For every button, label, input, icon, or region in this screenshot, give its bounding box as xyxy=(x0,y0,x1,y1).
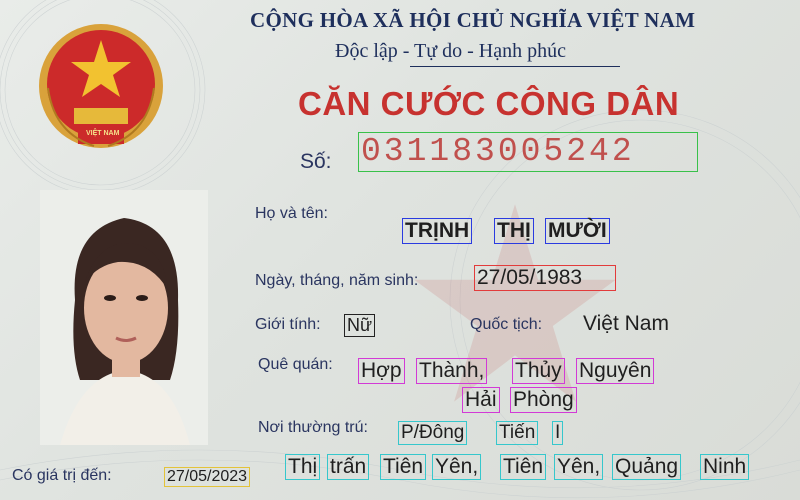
nationality-value: Việt Nam xyxy=(583,312,669,335)
residence-word: trấn xyxy=(327,454,369,480)
dob-label: Ngày, tháng, năm sinh: xyxy=(255,272,419,289)
nation-heading: CỘNG HÒA XÃ HỘI CHỦ NGHĨA VIỆT NAM xyxy=(250,8,696,32)
sex-label: Giới tính: xyxy=(255,316,321,333)
residence-word: I xyxy=(552,421,563,445)
dob-value: 27/05/1983 xyxy=(474,265,616,291)
hometown-word: Hải xyxy=(462,387,500,413)
portrait-photo xyxy=(40,190,208,445)
expiry-value: 27/05/2023 xyxy=(164,467,250,487)
hometown-label: Quê quán: xyxy=(258,356,333,373)
hometown-word: Thành, xyxy=(416,358,487,384)
emblem-caption: VIỆT NAM xyxy=(86,130,120,137)
sex-value: Nữ xyxy=(344,314,375,337)
portrait-image xyxy=(40,190,208,445)
residence-word: Quảng xyxy=(612,454,681,480)
residence-label: Nơi thường trú: xyxy=(258,419,368,436)
hometown-word: Thủy xyxy=(512,358,565,384)
residence-word: P/Đông xyxy=(398,421,467,445)
name-word: MƯỜI xyxy=(545,218,610,244)
nationality-label: Quốc tịch: xyxy=(470,316,543,333)
name-label: Họ và tên: xyxy=(255,205,328,222)
motto-underline xyxy=(410,66,620,67)
residence-word: Yên, xyxy=(554,454,603,480)
id-number: 031183005242 xyxy=(358,132,698,172)
residence-word: Yên, xyxy=(432,454,481,480)
national-emblem-icon xyxy=(34,18,169,158)
residence-word: Tiên xyxy=(380,454,426,480)
hometown-word: Nguyên xyxy=(576,358,654,384)
expiry-label: Có giá trị đến: xyxy=(12,467,112,484)
residence-word: Tiến xyxy=(496,421,538,445)
name-word: TRỊNH xyxy=(402,218,472,244)
name-word: THỊ xyxy=(494,218,534,244)
hometown-word: Hợp xyxy=(358,358,405,384)
residence-word: Thị xyxy=(285,454,320,480)
id-number-label: Số: xyxy=(300,150,332,173)
card-title: CĂN CƯỚC CÔNG DÂN xyxy=(298,85,680,122)
residence-word: Tiên xyxy=(500,454,546,480)
residence-word: Ninh xyxy=(700,454,749,480)
motto: Độc lập - Tự do - Hạnh phúc xyxy=(335,40,566,62)
hometown-word: Phòng xyxy=(510,387,577,413)
